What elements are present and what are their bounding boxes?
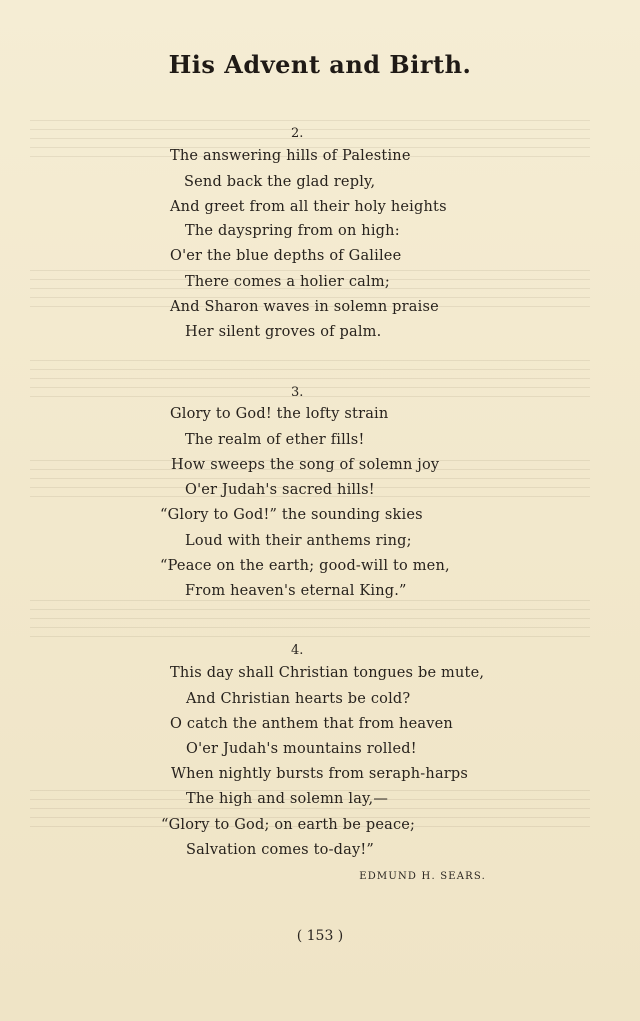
author-attribution: EDMUND H. SEARS.: [359, 871, 486, 882]
bleed-through-staff: [30, 360, 590, 404]
verse-line: From heaven's eternal King.”: [185, 583, 407, 599]
verse-line: This day shall Christian tongues be mute,: [170, 665, 485, 681]
verse-line: O catch the anthem that from heaven: [170, 716, 453, 732]
verse-line: The high and solemn lay,—: [186, 791, 389, 807]
verse-line: When nightly bursts from seraph-harps: [171, 766, 469, 782]
verse-line: Glory to God! the lofty strain: [170, 406, 389, 422]
verse-line: Her silent groves of palm.: [185, 324, 382, 340]
verse-line: “Glory to God; on earth be peace;: [161, 817, 416, 833]
verse-line: The answering hills of Palestine: [170, 148, 411, 164]
stanza-number: 4.: [291, 643, 304, 658]
verse-line: O'er Judah's sacred hills!: [185, 482, 375, 498]
verse-line: O'er Judah's mountains rolled!: [186, 741, 417, 757]
verse-line: “Peace on the earth; good-will to men,: [160, 558, 450, 574]
verse-line: And Sharon waves in solemn praise: [170, 299, 439, 315]
bleed-through-staff: [30, 600, 590, 644]
verse-line: Loud with their anthems ring;: [185, 533, 412, 549]
verse-line: How sweeps the song of solemn joy: [171, 457, 440, 473]
page-number: ( 153 ): [296, 928, 344, 944]
page-title: His Advent and Birth.: [168, 50, 472, 79]
verse-line: O'er the blue depths of Galilee: [170, 248, 402, 264]
verse-line: And greet from all their holy heights: [170, 199, 447, 215]
verse-line: Salvation comes to-day!”: [186, 842, 375, 858]
verse-line: “Glory to God!” the sounding skies: [160, 507, 423, 523]
verse-line: Send back the glad reply,: [184, 174, 376, 190]
stanza-number: 2.: [291, 126, 304, 141]
stanza-number: 3.: [291, 385, 304, 400]
verse-line: And Christian hearts be cold?: [186, 691, 411, 707]
verse-line: The dayspring from on high:: [185, 223, 400, 239]
verse-line: There comes a holier calm;: [185, 274, 390, 290]
verse-line: The realm of ether fills!: [185, 432, 365, 448]
